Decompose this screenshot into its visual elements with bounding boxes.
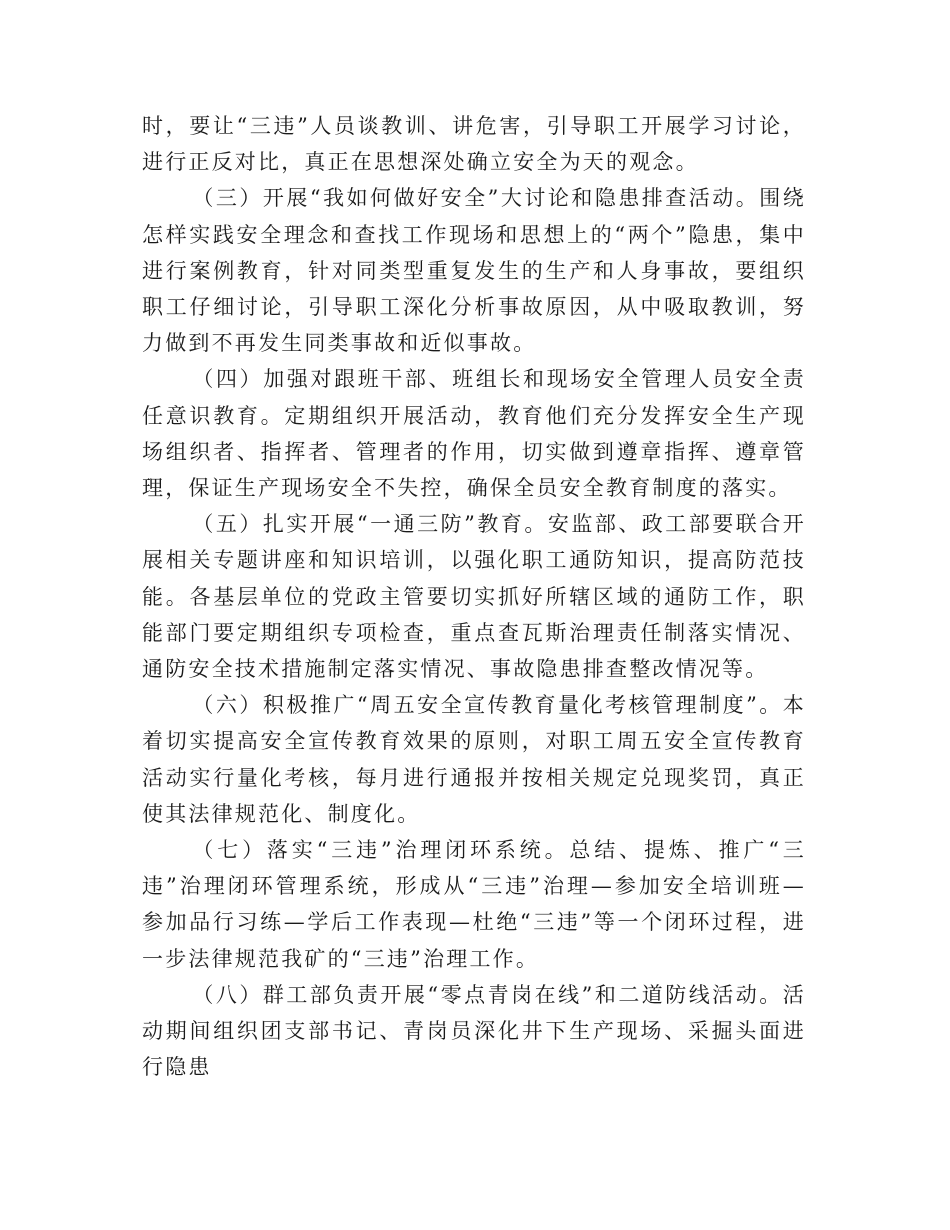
paragraph-section-6: （六）积极推广“周五安全宣传教育量化考核管理制度”。本着切实提高安全宣传教育效果的原则，对职工周五安全宣传教育活动实行量化考核，每月进行通报并按相关规定兑现奖罚，真正使其法律规范化、制度化。: [142, 693, 806, 826]
paragraph-section-5: （五）扎实开展“一通三防”教育。安监部、政工部要联合开展相关专题讲座和知识培训，以强化职工通防知识，提高防范技能。各基层单位的党政主管要切实抓好所辖区域的通防工作，职能部门要定期组织专项检查，重点查瓦斯治理责任制落实情况、通防安全技术措施制定落实情况、事故隐患排查整改情况等。: [142, 512, 806, 682]
paragraph-section-4: （四）加强对跟班干部、班组长和现场安全管理人员安全责任意识教育。定期组织开展活动，教育他们充分发挥安全生产现场组织者、指挥者、管理者的作用，切实做到遵章指挥、遵章管理，保证生产现场安全不失控，确保全员安全教育制度的落实。: [142, 367, 806, 501]
document-page: [142, 108, 806, 1085]
paragraph-continuation: 时，要让“三违”人员谈教训、讲危害，引导职工开展学习讨论，进行正反对比，真正在思想深处确立安全为天的观念。: [142, 114, 806, 175]
paragraph-section-3: （三）开展“我如何做好安全”大讨论和隐患排查活动。围绕怎样实践安全理念和查找工作现场和思想上的“两个”隐患，集中进行案例教育，针对同类型重复发生的生产和人身事故，要组织职工仔细讨论，引导职工深化分析事故原因，从中吸取教训，努力做到不再发生同类事故和近似事故。: [142, 186, 806, 356]
paragraph-section-7: （七）落实“三违”治理闭环系统。总结、提炼、推广“三违”治理闭环管理系统，形成从“三违”治理—参加安全培训班—参加品行习练—学后工作表现—杜绝“三违”等一个闭环过程，进一步法律规范我矿的“三违”治理工作。: [142, 838, 806, 971]
paragraph-section-8: （八）群工部负责开展“零点青岗在线”和二道防线活动。活动期间组织团支部书记、青岗员深化井下生产现场、采掘头面进行隐患: [142, 982, 806, 1080]
